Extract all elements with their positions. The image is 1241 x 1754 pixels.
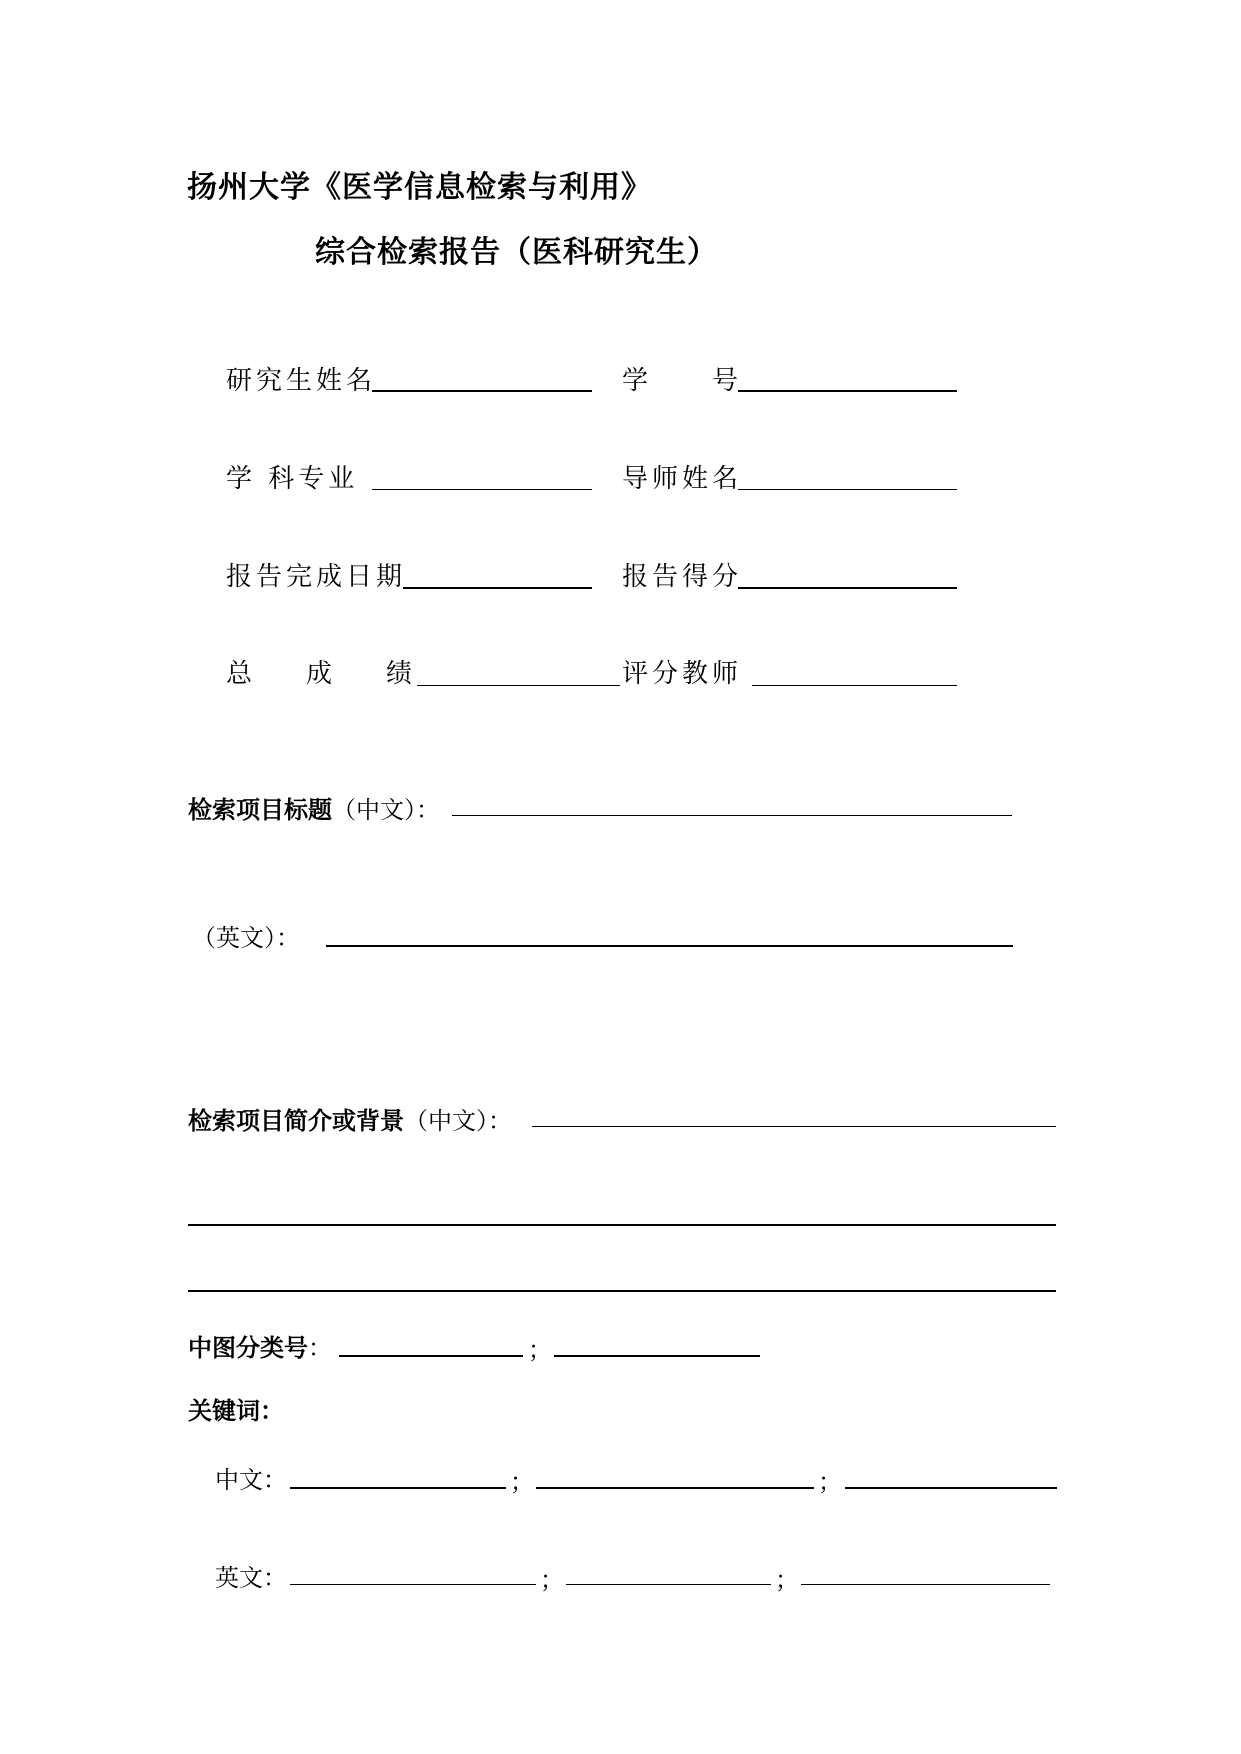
keywords-en-separator-2: ； [775,1566,799,1594]
project-title-label-suffix: （中文）： [332,796,440,824]
project-background-field-3[interactable] [188,1290,1056,1292]
project-title-cn-field[interactable] [452,815,1012,816]
project-background-field-1[interactable] [532,1126,1056,1127]
keywords-cn-field-3[interactable] [845,1487,1057,1489]
keywords-en-field-2[interactable] [566,1584,771,1585]
advisor-field[interactable] [738,489,957,490]
report-score-label: 报告得分 [622,562,743,592]
classification-field-1[interactable] [339,1355,523,1357]
keywords-cn-separator-2: ； [818,1468,842,1496]
grading-teacher-field[interactable] [752,685,957,686]
report-date-field[interactable] [403,587,592,589]
keywords-en-field-3[interactable] [801,1584,1050,1585]
project-title-label [188,790,440,825]
grading-teacher-label: 评分教师 [622,659,743,689]
major-field[interactable] [372,489,592,490]
project-background-label [188,1101,512,1136]
keywords-cn-field-2[interactable] [536,1487,814,1489]
classification-label-bold: 中图分类号 [188,1334,308,1362]
report-date-label: 报告完成日期 [226,562,407,592]
report-score-field[interactable] [738,587,957,589]
project-title-label-bold: 检索项目标题 [188,796,332,824]
student-name-label: 研究生姓名 [226,366,377,396]
advisor-label: 导师姓名 [622,464,743,494]
project-background-label-bold: 检索项目简介或背景 [188,1107,404,1135]
classification-field-2[interactable] [554,1355,760,1357]
project-background-label-suffix: （中文）： [404,1107,512,1135]
keywords-en-label: 英文： [215,1564,287,1592]
total-score-label: 总 成 绩 [226,659,427,689]
keywords-en-separator-1: ； [540,1566,564,1594]
classification-label-suffix: ： [308,1334,332,1362]
keywords-cn-label: 中文： [215,1466,287,1494]
student-id-label: 学 号 [622,366,743,396]
classification-separator: ； [528,1336,552,1364]
major-label: 学 科专业 [226,464,359,494]
project-background-field-2[interactable] [188,1224,1056,1226]
report-title-line2: 综合检索报告（医科研究生） [315,235,718,270]
keywords-en-field-1[interactable] [290,1584,536,1585]
keywords-cn-separator-1: ； [510,1468,534,1496]
project-title-en-label: （英文）： [192,924,300,952]
student-name-field[interactable] [372,390,592,392]
total-score-field[interactable] [417,685,620,686]
student-id-field[interactable] [738,390,957,392]
project-title-en-field[interactable] [326,945,1013,947]
classification-label [188,1328,332,1363]
keywords-cn-field-1[interactable] [290,1487,506,1489]
report-title-line1: 扬州大学《医学信息检索与利用》 [187,170,652,205]
keywords-label: 关键词： [188,1397,284,1425]
